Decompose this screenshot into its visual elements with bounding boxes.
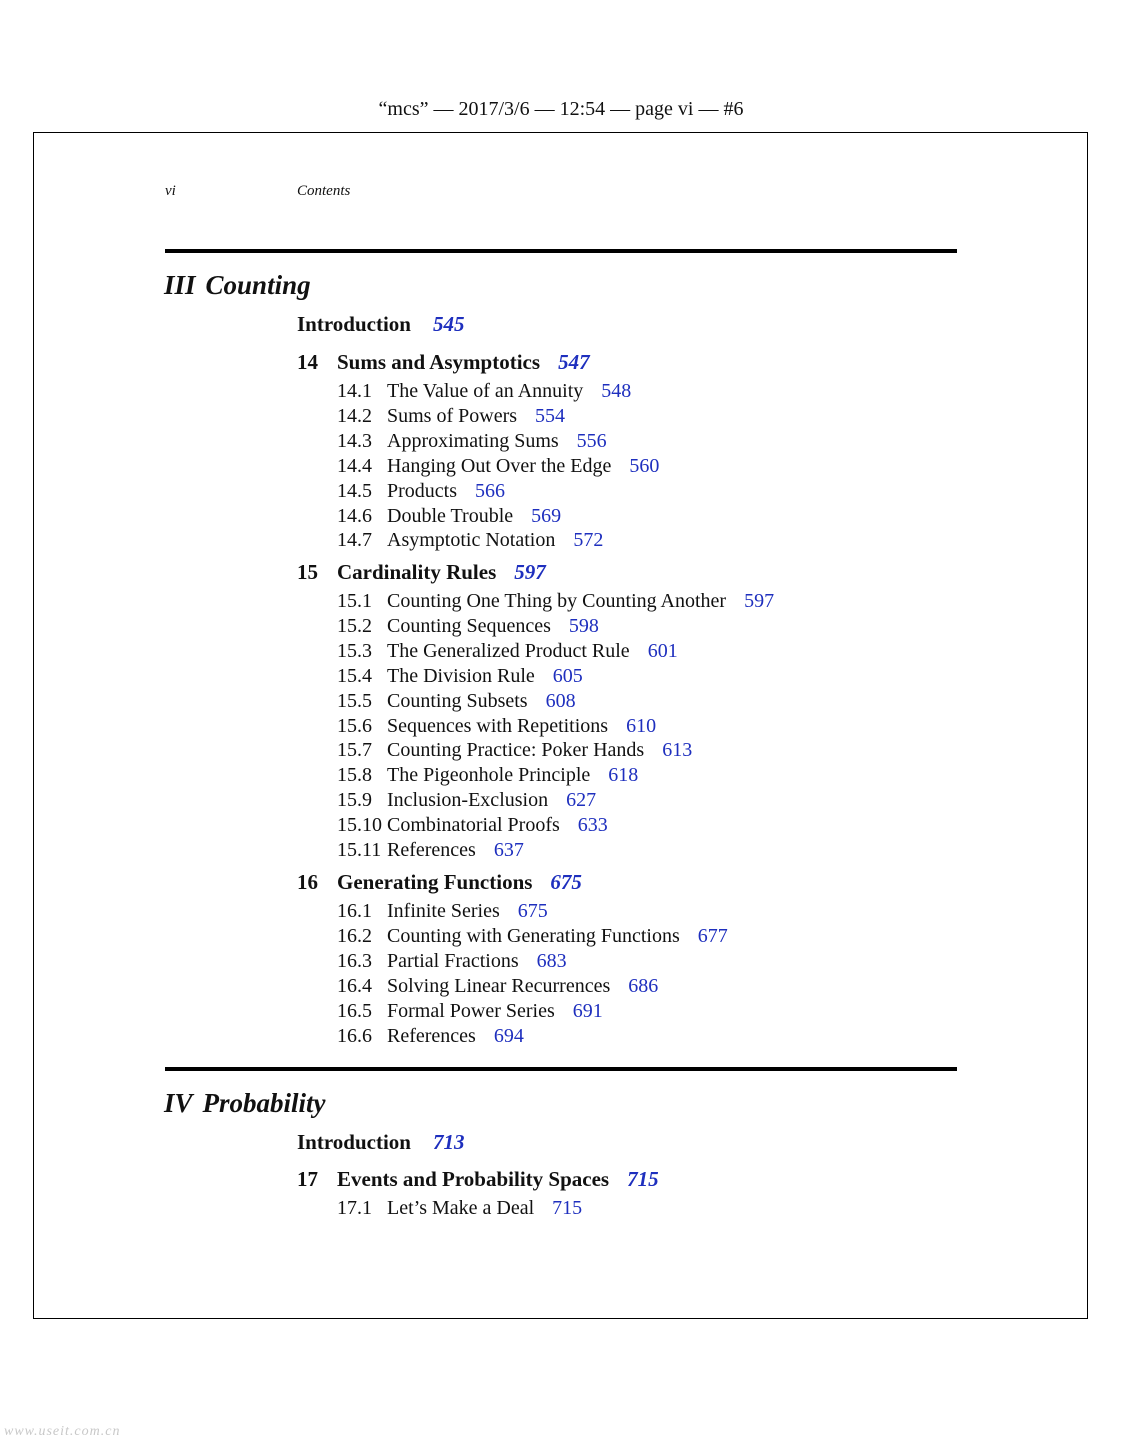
part-title-text: Counting: [205, 270, 311, 300]
section-title: The Value of an Annuity: [387, 380, 584, 402]
section-title: Let’s Make a Deal: [387, 1197, 535, 1219]
introduction-page-link[interactable]: 545: [432, 312, 465, 336]
section-number: 16.6: [337, 1024, 372, 1047]
toc-section[interactable]: [337, 814, 608, 837]
section-title: Approximating Sums: [387, 429, 559, 452]
toc-section[interactable]: [337, 764, 638, 787]
toc-section[interactable]: [337, 1025, 524, 1048]
section-number: 14.5: [337, 479, 372, 502]
section-title: Asymptotic Notation: [387, 529, 556, 552]
section-page-link[interactable]: 683: [536, 949, 567, 972]
section-title: Products: [387, 479, 457, 502]
section-number: 14.7: [337, 529, 372, 552]
part-number: IV: [164, 1088, 193, 1118]
section-page-link[interactable]: 691: [572, 999, 603, 1022]
toc-section[interactable]: [337, 739, 692, 762]
toc-section[interactable]: [337, 640, 678, 663]
section-number: 15.5: [337, 689, 372, 712]
section-number: 16.5: [337, 999, 372, 1022]
section-title: Counting with Generating Functions: [387, 924, 680, 947]
section-title: Formal Power Series: [387, 999, 555, 1022]
toc-section[interactable]: [337, 950, 567, 973]
section-title: Inclusion-Exclusion: [387, 789, 549, 812]
toc-section[interactable]: [337, 665, 583, 688]
toc-section[interactable]: [337, 505, 561, 528]
section-title: Counting One Thing by Counting Another: [387, 590, 727, 612]
section-title: Combinatorial Proofs: [387, 814, 560, 837]
chapter-page-link[interactable]: 715: [627, 1167, 659, 1191]
section-page-link[interactable]: 556: [576, 429, 607, 452]
section-number: 15.1: [337, 590, 372, 612]
chapter-page-link[interactable]: 675: [550, 870, 582, 894]
section-page-link[interactable]: 554: [535, 404, 566, 427]
section-number: 15.11: [337, 839, 382, 861]
section-page-link[interactable]: 677: [697, 924, 728, 947]
toc-section[interactable]: [337, 430, 607, 453]
toc-section[interactable]: [337, 900, 548, 923]
running-head: “mcs” — 2017/3/6 — 12:54 — page vi — #6: [378, 98, 744, 120]
section-title: Counting Practice: Poker Hands: [387, 739, 645, 762]
section-title: The Pigeonhole Principle: [387, 764, 591, 787]
section-number: 15.8: [337, 764, 372, 787]
toc-section[interactable]: [337, 590, 774, 613]
toc-entry-introduction[interactable]: [297, 1130, 464, 1155]
toc-chapter[interactable]: [297, 870, 582, 895]
toc-section[interactable]: [337, 789, 596, 812]
chapter-page-link[interactable]: 547: [558, 350, 590, 374]
section-page-link[interactable]: 548: [601, 380, 632, 402]
section-page-link[interactable]: 637: [493, 839, 524, 861]
section-number: 15.3: [337, 639, 372, 662]
toc-section[interactable]: [337, 690, 576, 713]
section-number: 16.2: [337, 924, 372, 947]
section-title: Double Trouble: [387, 504, 514, 527]
chapter-title: Sums and Asymptotics: [337, 350, 541, 374]
chapter-title: Events and Probability Spaces: [337, 1167, 610, 1191]
toc-chapter[interactable]: [297, 1167, 659, 1192]
section-title: Infinite Series: [387, 900, 500, 922]
section-number: 14.4: [337, 454, 372, 477]
part-heading: [164, 1088, 326, 1119]
section-title: The Division Rule: [387, 664, 535, 687]
section-number: 16.1: [337, 900, 372, 922]
toc-section[interactable]: [337, 380, 631, 403]
chapter-page-link[interactable]: 597: [514, 560, 546, 584]
part-title-text: Probability: [202, 1088, 326, 1118]
toc-section[interactable]: [337, 480, 505, 503]
section-page-link[interactable]: 566: [475, 479, 505, 502]
section-page-link[interactable]: 675: [517, 900, 548, 922]
toc-chapter[interactable]: [297, 560, 546, 585]
section-number: 16.3: [337, 949, 372, 972]
section-page-link[interactable]: 597: [744, 590, 775, 612]
toc-section[interactable]: [337, 925, 728, 948]
section-title: The Generalized Product Rule: [387, 639, 630, 662]
chapter-number: 15: [297, 560, 318, 584]
section-title: Counting Subsets: [387, 689, 528, 712]
toc-entry-introduction[interactable]: [297, 312, 464, 337]
part-heading: [164, 270, 311, 301]
section-number: 16.4: [337, 974, 372, 997]
section-title: References: [387, 1024, 476, 1047]
part-number: III: [164, 270, 196, 300]
folio-title: Contents: [297, 183, 351, 199]
section-number: 14.2: [337, 404, 372, 427]
section-title: Sums of Powers: [387, 404, 518, 427]
toc-section[interactable]: [337, 1000, 603, 1023]
chapter-number: 16: [297, 870, 318, 894]
toc-chapter[interactable]: [297, 350, 590, 375]
chapter-title: Generating Functions: [337, 870, 533, 894]
introduction-label: Introduction: [297, 1130, 411, 1154]
section-page-link[interactable]: 610: [626, 714, 657, 737]
chapter-number: 14: [297, 350, 318, 374]
toc-section[interactable]: [337, 615, 599, 638]
part-rule: [165, 1067, 957, 1071]
section-page-link[interactable]: 686: [628, 974, 659, 997]
section-page-link[interactable]: 569: [531, 504, 562, 527]
section-page-link[interactable]: 694: [493, 1024, 524, 1047]
section-title: Counting Sequences: [387, 614, 551, 637]
section-page-link[interactable]: 560: [629, 454, 660, 477]
section-title: Partial Fractions: [387, 949, 519, 972]
section-page-link[interactable]: 613: [662, 739, 693, 762]
section-number: 15.7: [337, 739, 372, 762]
section-number: 15.10: [337, 814, 382, 837]
section-number: 14.1: [337, 380, 372, 402]
section-number: 15.4: [337, 664, 372, 687]
section-page-link[interactable]: 715: [552, 1197, 583, 1219]
section-page-link[interactable]: 605: [552, 664, 583, 687]
section-title: Solving Linear Recurrences: [387, 974, 611, 997]
toc-section[interactable]: [337, 715, 656, 738]
introduction-page-link[interactable]: 713: [432, 1130, 465, 1154]
section-page-link[interactable]: 572: [573, 529, 604, 552]
section-title: References: [387, 839, 476, 861]
watermark: www.useit.com.cn: [4, 1424, 121, 1439]
section-page-link[interactable]: 633: [577, 814, 608, 837]
chapter-number: 17: [297, 1167, 318, 1191]
section-number: 14.3: [337, 429, 372, 452]
chapter-title: Cardinality Rules: [337, 560, 497, 584]
section-number: 15.2: [337, 614, 372, 637]
section-number: 15.9: [337, 789, 372, 812]
section-page-link[interactable]: 608: [545, 689, 576, 712]
toc-section[interactable]: [337, 455, 659, 478]
section-page-link[interactable]: 601: [647, 639, 678, 662]
part-rule: [165, 249, 957, 253]
section-page-link[interactable]: 627: [566, 789, 597, 812]
section-number: 17.1: [337, 1197, 372, 1219]
section-page-link[interactable]: 618: [608, 764, 639, 787]
toc-section[interactable]: [337, 975, 658, 998]
introduction-label: Introduction: [297, 312, 411, 336]
toc-section[interactable]: [337, 529, 603, 552]
section-title: Hanging Out Over the Edge: [387, 454, 612, 477]
toc-section[interactable]: [337, 839, 524, 862]
toc-section[interactable]: [337, 1197, 582, 1220]
toc-section[interactable]: [337, 405, 565, 428]
section-title: Sequences with Repetitions: [387, 714, 609, 737]
section-number: 14.6: [337, 504, 372, 527]
section-number: 15.6: [337, 714, 372, 737]
section-page-link[interactable]: 598: [568, 614, 599, 637]
folio-page-number: vi: [165, 183, 176, 199]
